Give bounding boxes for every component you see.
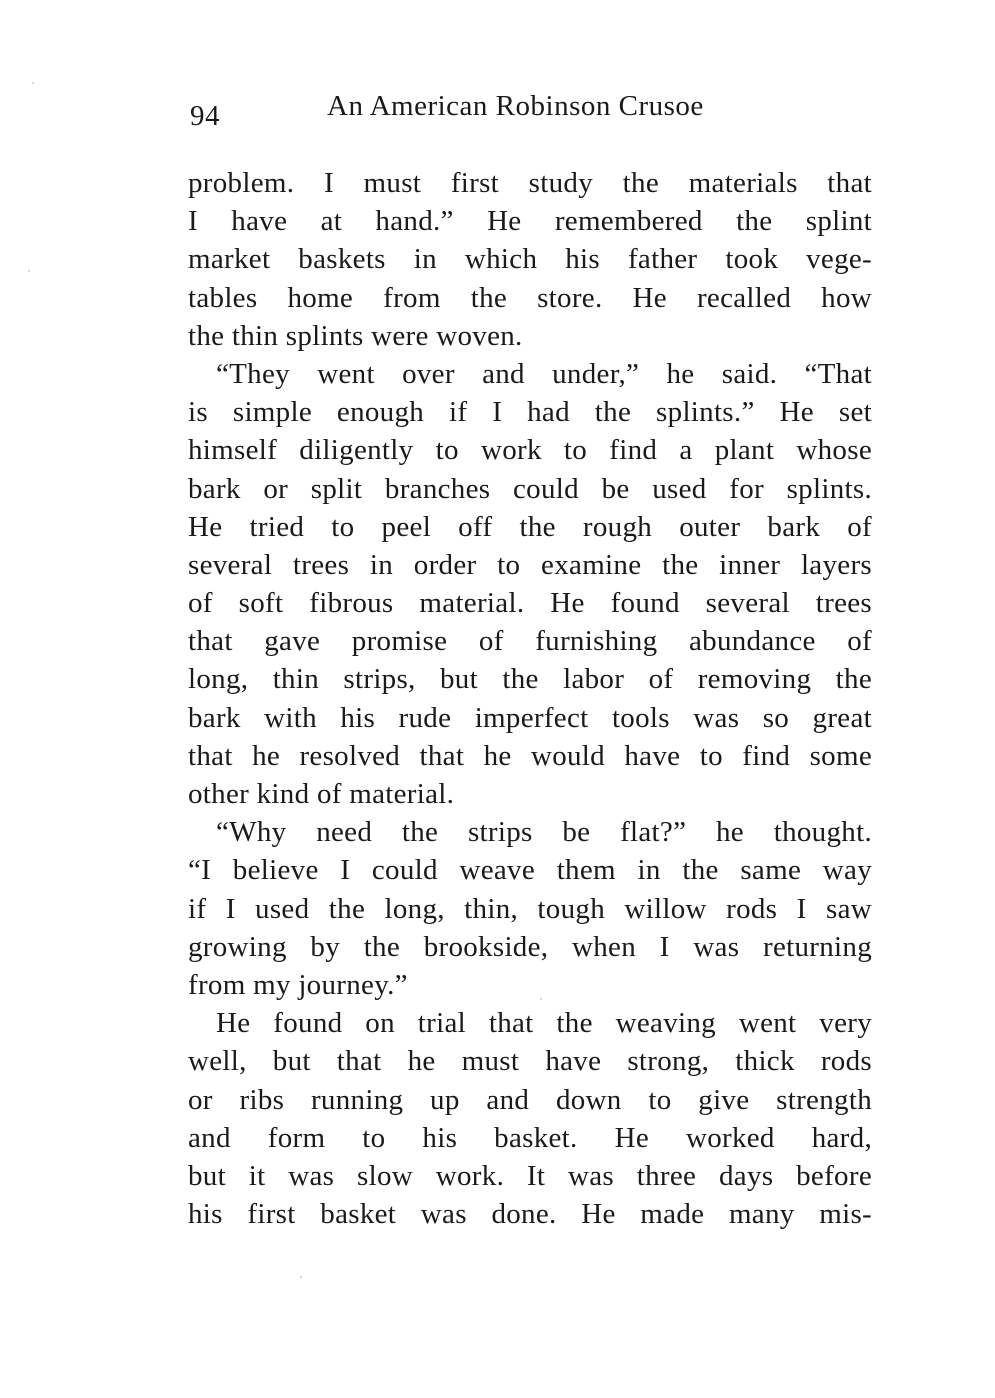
- page-number: 94: [190, 100, 220, 132]
- text-line: He tried to peel off the rough outer bark of: [188, 510, 872, 543]
- text-line: from my journey.”: [188, 968, 408, 1001]
- text-line: I have at hand.” He remembered the splint: [188, 205, 872, 238]
- text-line: his first basket was done. He made many mis-: [188, 1198, 872, 1231]
- text-line: that gave promise of furnishing abundance of: [188, 625, 872, 658]
- text-line: problem. I must first study the materials that: [188, 167, 872, 199]
- running-head: [190, 90, 830, 130]
- text-line: other kind of material.: [188, 778, 455, 810]
- paper-speck: [540, 998, 542, 1000]
- text-line: of soft fibrous material. He found several trees: [188, 587, 872, 620]
- text-line: if I used the long, thin, tough willow rods I saw: [188, 892, 872, 925]
- text-line: bark with his rude imperfect tools was so great: [188, 701, 872, 734]
- text-line: “They went over and under,” he said. “That: [216, 357, 872, 390]
- text-line: long, thin strips, but the labor of removing the: [188, 663, 872, 696]
- paper-speck: [300, 1276, 302, 1278]
- text-line: well, but that he must have strong, thick rods: [188, 1045, 872, 1078]
- text-line: the thin splints were woven.: [188, 319, 523, 352]
- body-text: [188, 164, 872, 1233]
- running-title: An American Robinson Crusoe: [327, 90, 704, 122]
- text-line: He found on trial that the weaving went very: [216, 1007, 872, 1040]
- text-line: tables home from the store. He recalled how: [188, 281, 872, 314]
- text-line: growing by the brookside, when I was returning: [188, 930, 872, 963]
- text-line: or ribs running up and down to give strength: [188, 1083, 872, 1116]
- text-line: is simple enough if I had the splints.” He set: [188, 396, 872, 429]
- text-line: but it was slow work. It was three days before: [188, 1159, 872, 1192]
- text-line: market baskets in which his father took vege-: [188, 243, 872, 276]
- text-line: “I believe I could weave them in the same way: [188, 854, 872, 887]
- paper-speck: [28, 270, 30, 272]
- text-line: that he resolved that he would have to find some: [188, 739, 872, 772]
- text-line: several trees in order to examine the inner layers: [188, 548, 872, 581]
- text-line: bark or split branches could be used for splints.: [188, 472, 872, 505]
- paper-speck: [32, 82, 34, 84]
- text-line: “Why need the strips be flat?” he thought.: [216, 816, 872, 849]
- text-line: and form to his basket. He worked hard,: [188, 1121, 872, 1154]
- text-line: himself diligently to work to find a plant whose: [188, 434, 872, 467]
